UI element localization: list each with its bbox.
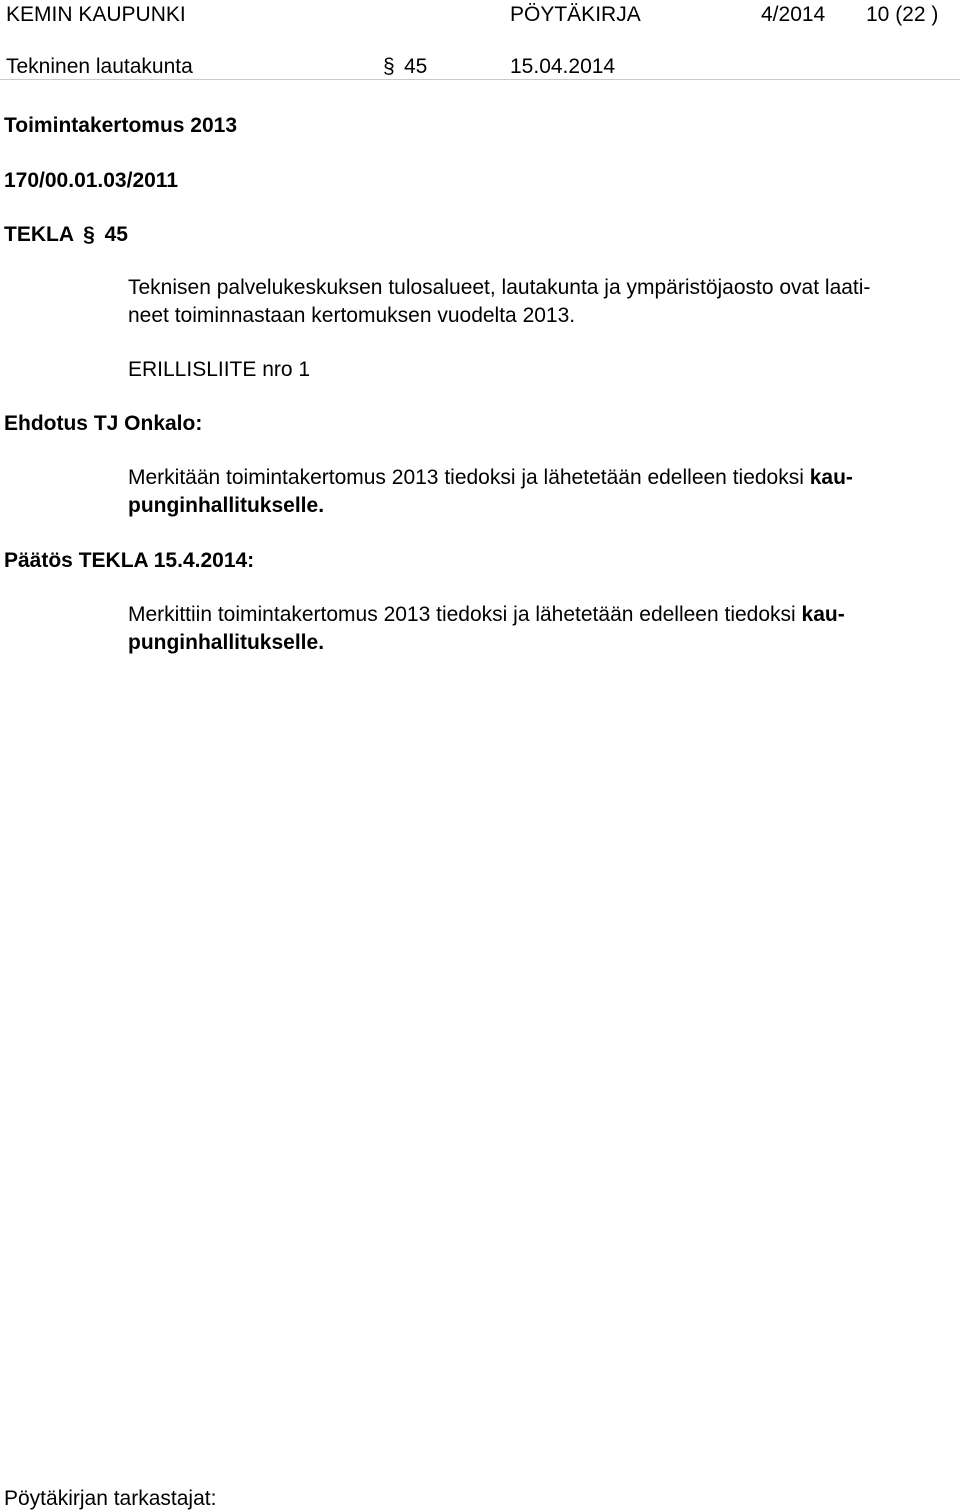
proposal-line-2: punginhallitukselle. <box>128 494 325 517</box>
header-doc-number: 4/2014 <box>761 3 826 26</box>
intro-line-2: neet toiminnastaan kertomuksen vuodelta 2013. <box>128 304 576 327</box>
intro-line-1: Teknisen palvelukeskuksen tulosalueet, lautakunta ja ympäristöjaosto ovat laati- <box>128 276 871 299</box>
decision-line-2: punginhallitukselle. <box>128 631 325 654</box>
decision-label: Päätös TEKLA 15.4.2014: <box>4 549 255 572</box>
proposal-line-1-text: Merkitään toimintakertomus 2013 tiedoksi ja lähetetään edelleen tiedoksi <box>128 466 810 489</box>
attachment-reference: ERILLISLIITE nro 1 <box>128 358 311 381</box>
header-board: Tekninen lautakunta <box>6 55 193 78</box>
proposal-line-1-bold: kau- <box>809 466 853 489</box>
proposal-label: Ehdotus TJ Onkalo: <box>4 412 203 435</box>
header-doc-type: PÖYTÄKIRJA <box>510 3 641 26</box>
decision-paragraph <box>128 601 928 657</box>
header-date: 15.04.2014 <box>510 55 616 78</box>
board-ref-number: 45 <box>104 223 128 246</box>
board-ref-prefix: TEKLA <box>4 223 74 246</box>
header-divider <box>0 79 960 80</box>
reviewers-label: Pöytäkirjan tarkastajat: <box>4 1487 217 1510</box>
matter-title: Toimintakertomus 2013 <box>4 114 238 137</box>
board-ref-symbol: § <box>83 223 95 246</box>
header-section-number: 45 <box>404 55 428 78</box>
intro-paragraph <box>128 274 928 330</box>
proposal-line-1 <box>128 466 853 489</box>
decision-line-1 <box>128 603 845 626</box>
header-org: KEMIN KAUPUNKI <box>6 3 186 26</box>
record-id: 170/00.01.03/2011 <box>4 169 179 192</box>
proposal-paragraph <box>128 464 928 520</box>
header-page-number: 10 (22 ) <box>866 3 939 26</box>
decision-line-1-text: Merkittiin toimintakertomus 2013 tiedoksi ja lähetetään edelleen tiedoksi <box>128 603 802 626</box>
decision-line-1-bold: kau- <box>801 603 845 626</box>
board-reference <box>4 224 128 245</box>
header-section-symbol: § <box>383 55 395 78</box>
